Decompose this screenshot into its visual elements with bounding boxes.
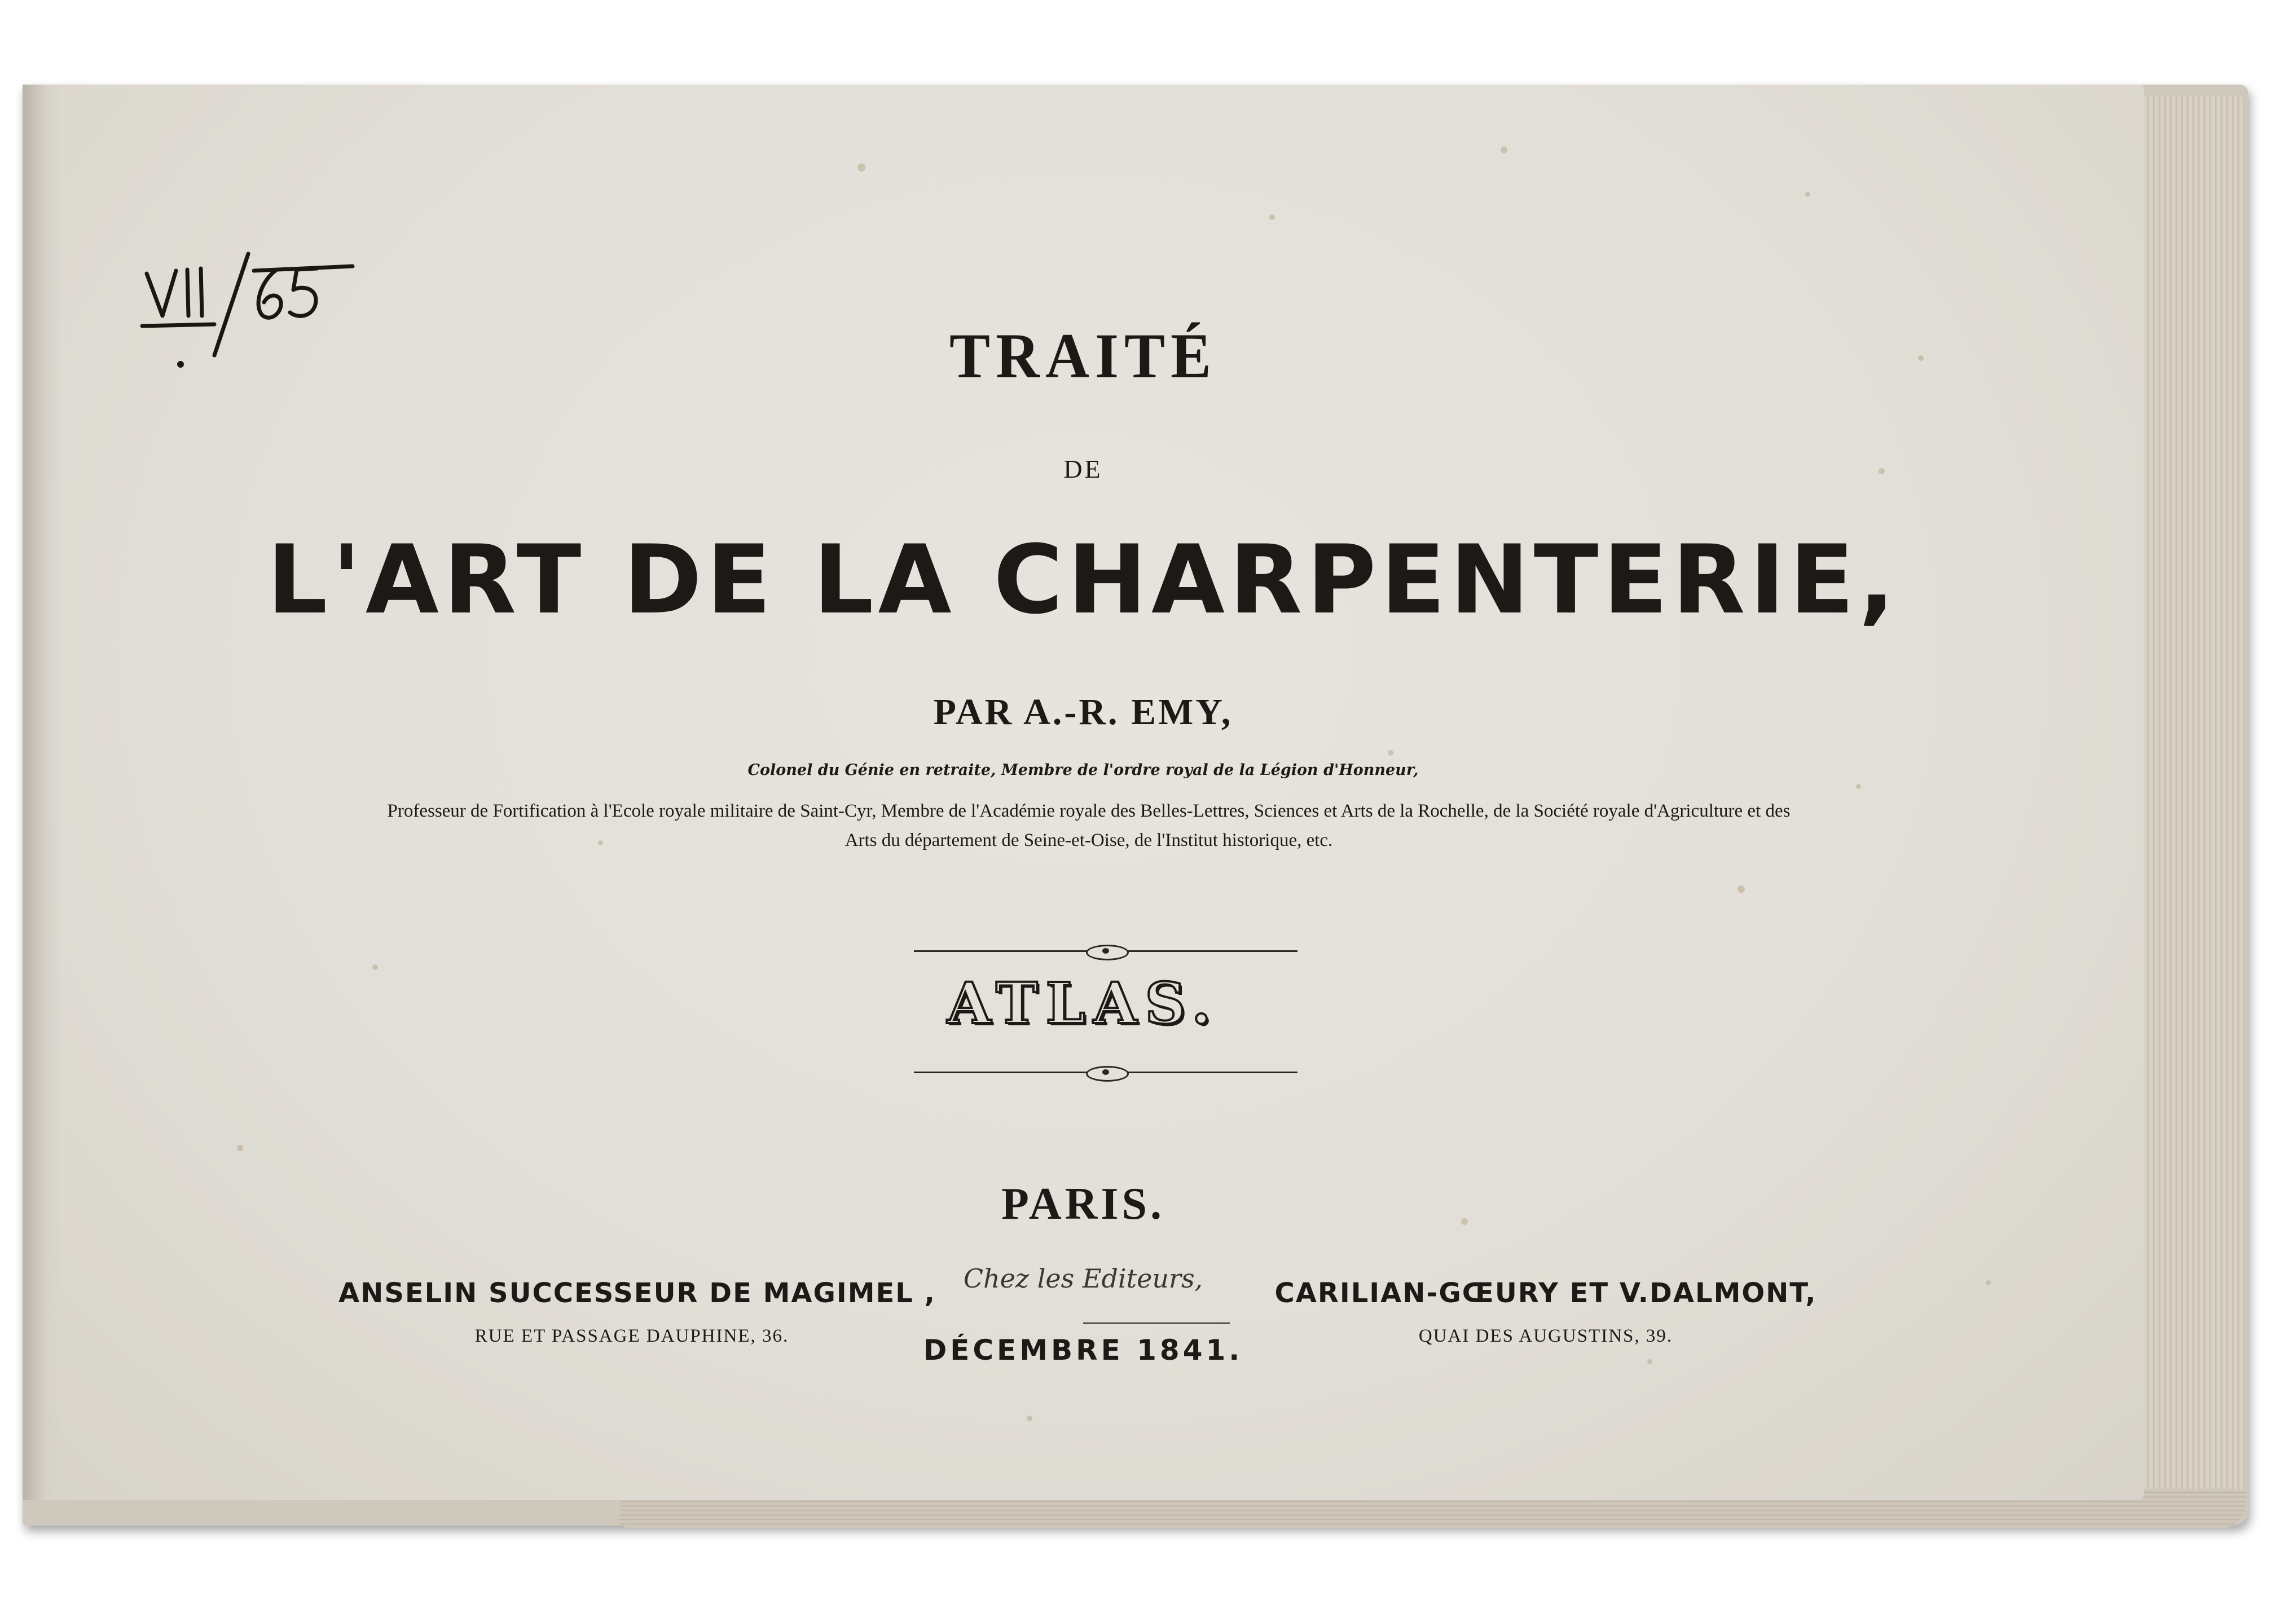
publisher-left [338,1277,936,1347]
foxing-spot [1269,214,1275,220]
rule-ornament [1086,945,1129,960]
page-edges-right [2132,96,2245,1523]
author-rank: Colonel du Génie en retraite, Membre de l'ordre royal de la Légion d'Honneur, [747,761,1419,779]
section-title: ATLAS. [947,970,1219,1037]
publisher-right [1252,1277,1839,1347]
foxing-spot [1388,750,1393,756]
author-titles: Professeur de Fortification à l'Ecole royale militaire de Saint-Cyr, Membre de l'Académie royale des Belles-Lettres, Sciences et Arts de la Rochelle, de la Société royale d'Agriculture et des Arts du département de Seine-et-Oise, de l'Institut historique, etc. [387,801,1791,850]
imprint-city: PARIS. [1001,1179,1165,1229]
foxing-spot [1027,1416,1032,1421]
foxing-spot [857,164,865,171]
rule-ornament [1086,1066,1129,1082]
publisher-left-address: RUE ET PASSAGE DAUPHINE, 36. [474,1326,789,1346]
publisher-note: Chez les Editeurs, [963,1263,1203,1294]
title-top: TRAITÉ [949,321,1217,391]
publisher-right-address: QUAI DES AUGUSTINS, 39. [1418,1326,1673,1346]
imprint-date: DÉCEMBRE 1841. [923,1334,1243,1366]
foxing-spot [1738,885,1745,893]
title-page [23,85,2144,1500]
foxing-spot [1501,147,1507,153]
title-connector: DE [1063,455,1103,483]
main-title: L'ART DE LA CHARPENTERIE, [267,524,1899,635]
foxing-spot [372,964,378,970]
author-line: PAR A.-R. EMY, [933,691,1233,733]
foxing-spot [1856,784,1861,789]
ornamental-rule-top [914,950,1297,952]
foxing-spot [1805,192,1810,197]
small-rule [1083,1323,1230,1324]
publisher-right-name: CARILIAN-GŒURY ET V.DALMONT, [1274,1277,1817,1309]
publisher-left-name: ANSELIN SUCCESSEUR DE MAGIMEL , [338,1277,936,1309]
ornamental-rule-bottom [914,1072,1297,1073]
foxing-spot [237,1145,243,1151]
